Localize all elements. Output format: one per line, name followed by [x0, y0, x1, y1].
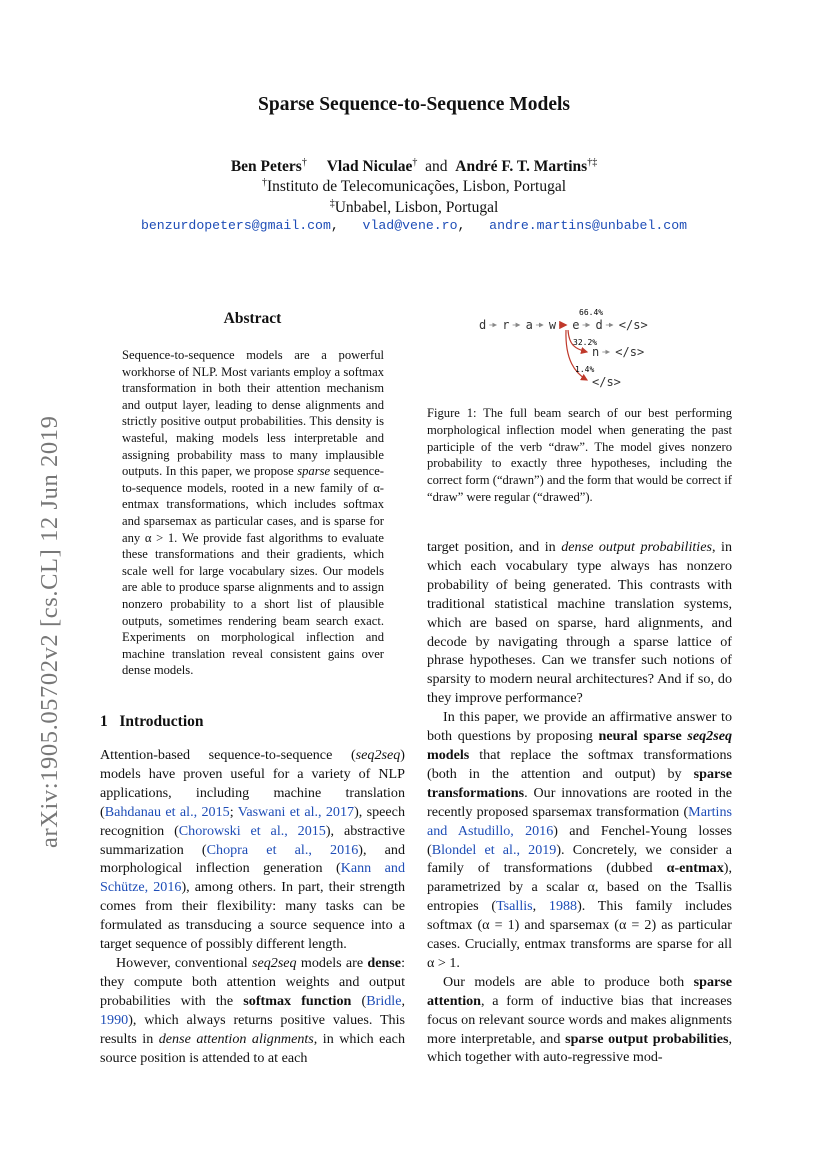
beam-search-diagram [467, 305, 707, 400]
citation-link[interactable]: Chopra et al., 2016 [206, 841, 359, 858]
affiliation-mark: ‡ [329, 198, 335, 209]
email-link[interactable]: andre.martins@unbabel.com [489, 218, 688, 233]
author-name: Ben Peters [230, 158, 302, 176]
beam-token: </s> [615, 345, 645, 359]
hypothesis-branch-eos [592, 375, 621, 389]
paragraph: Our models are able to produce both sparse attention, a form of inductive bias that increases focus on relevant source words and makes alignments more interpretable, and sparse output probabilities, which together with auto-regressive mod- [427, 973, 732, 1066]
author-mark: † [412, 157, 418, 168]
paper-title: Sparse Sequence-to-Sequence Models [258, 94, 570, 115]
beam-token: n [592, 345, 600, 359]
abstract-heading: Abstract [223, 310, 282, 327]
author-mark: † [301, 157, 307, 168]
figure-caption: Figure 1: The full beam search of our best performing morphological inflection model when generating the past participle of the verb “draw”. The model gives nonzero probability to exactly three hypotheses, including the correct form (“drawn”) and the form that would be correct if “draw” were regular (“drawed”). [427, 406, 732, 504]
citation-link[interactable]: Tsallis [496, 898, 533, 915]
affiliation-text: Unbabel, Lisbon, Portugal [334, 199, 499, 217]
affiliation [0, 198, 828, 217]
beam-token: d [479, 318, 487, 332]
arxiv-stamp: arXiv:1905.05702v2 [cs.CL] 12 Jun 2019 [36, 415, 63, 848]
paragraph: target position, and in dense output probabilities, in which each vocabulary type always has nonzero probability of being generated. This contrasts with traditional statistical machine translation systems, which are based on sparse, hard alignments, and decode by navigating through a sparse lattice of phrase hypotheses. Can we transfer such notions of sparsity to modern neural architectures? And if so, do they improve performance? [427, 539, 732, 707]
beam-token: r [502, 318, 510, 332]
citation-link[interactable]: 1990 [100, 1011, 129, 1028]
section-number: 1 [100, 713, 108, 730]
citation-link[interactable]: Kann and Schütze, 2016 [100, 860, 405, 896]
prob-label: 1.4% [575, 365, 595, 374]
email-list: benzurdopeters@gmail.com, vlad@vene.ro, andre.martins@unbabel.com [140, 218, 688, 233]
affiliation [0, 177, 828, 196]
beam-token: w [548, 318, 557, 332]
figure-beam-search [467, 305, 707, 400]
citation-link[interactable]: Bahdanau et al., 2015 [104, 803, 230, 820]
beam-token: e [572, 318, 580, 332]
citation-link[interactable]: Martins and Astudillo, 2016 [427, 803, 732, 839]
citation-link[interactable]: 1988 [548, 898, 578, 915]
left-column-body [100, 746, 405, 1067]
email-link[interactable]: benzurdopeters@gmail.com [140, 218, 331, 233]
prob-label: 66.4% [579, 308, 604, 317]
citation-link[interactable]: Chorowski et al., 2015 [178, 822, 326, 839]
beam-token: </s> [592, 375, 621, 389]
and-word: and [425, 158, 448, 176]
right-column-body [427, 538, 732, 1067]
section-title: Introduction [119, 713, 204, 730]
beam-token: a [525, 318, 533, 332]
citation-link[interactable]: Vaswani et al., 2017 [237, 803, 355, 820]
hypothesis-main [479, 318, 648, 332]
paragraph: However, conventional seq2seq models are dense: they compute both attention weights and output probabilities with the softmax function (Bridle, 1990), which always returns positive values. This results in dense attention alignments, in which each source position is attended to at each [100, 954, 405, 1066]
beam-token: d [595, 318, 603, 332]
citation-link[interactable]: Bridle [366, 992, 402, 1009]
prob-label: 32.2% [573, 338, 598, 347]
section-heading [100, 713, 204, 731]
paragraph: In this paper, we provide an affirmative answer to both questions by proposing neural sparse seq2seq models that replace the softmax transformations (both in the attention and output) by sparse transformations. Our innovations are rooted in the recently proposed sparsemax transformation (Martins and Astudillo, 2016) and Fenchel-Young losses (Blondel et al., 2019). Concretely, we consider a family of transformations (dubbed α-entmax), parametrized by a scalar α, based on the Tsallis entropies (Tsallis, 1988). This family includes softmax (α = 1) and sparsemax (α = 2) as particular cases. Crucially, entmax transforms are sparse for all α > 1. [427, 709, 733, 971]
beam-token: </s> [618, 318, 648, 332]
author-name: Vlad Niculae [326, 158, 413, 176]
author-mark: †‡ [587, 157, 598, 168]
hypothesis-branch-n [592, 345, 644, 359]
abstract-body: Sequence-to-sequence models are a powerful workhorse of NLP. Most variants employ a softmax transformation in both their attention mechanism and output layer, leading to dense alignments and strictly positive output probabilities. This density is wasteful, making models less interpretable and assigning probability mass to many implausible outputs. In this paper, we propose sparse sequence-to-sequence models, rooted in a new family of α-entmax transformations, which includes softmax and sparsemax as particular cases, and is sparse for any α > 1. We provide fast algorithms to evaluate these transformations and their gradients, which scale well for large vocabulary sizes. Our models are able to produce sparse alignments and to assign nonzero probability to a short list of plausible outputs, sometimes rendering beam search exact. Experiments on morphological inflection and machine translation reveal consistent gains over dense models. [122, 348, 384, 678]
paragraph: Attention-based sequence-to-sequence (seq2seq) models have proven useful for a variety of NLP applications, including machine translation (Bahdanau et al., 2015; Vaswani et al., 2017), speech recognition (Chorowski et al., 2015), abstractive summarization (Chopra et al., 2016), and morphological inflection generation (Kann and Schütze, 2016), among others. In part, their strength comes from their flexibility: many tasks can be formulated as transducing a source sequence into a target sequence of possibly different length. [100, 747, 405, 953]
author-list [0, 157, 828, 176]
email-link[interactable]: vlad@vene.ro [362, 218, 458, 233]
author-name: André F. T. Martins [455, 158, 588, 176]
affiliation-mark: † [261, 177, 267, 188]
affiliation-text: Instituto de Telecomunicações, Lisbon, Portugal [266, 178, 567, 196]
citation-link[interactable]: Blondel et al., 2019 [431, 841, 557, 858]
